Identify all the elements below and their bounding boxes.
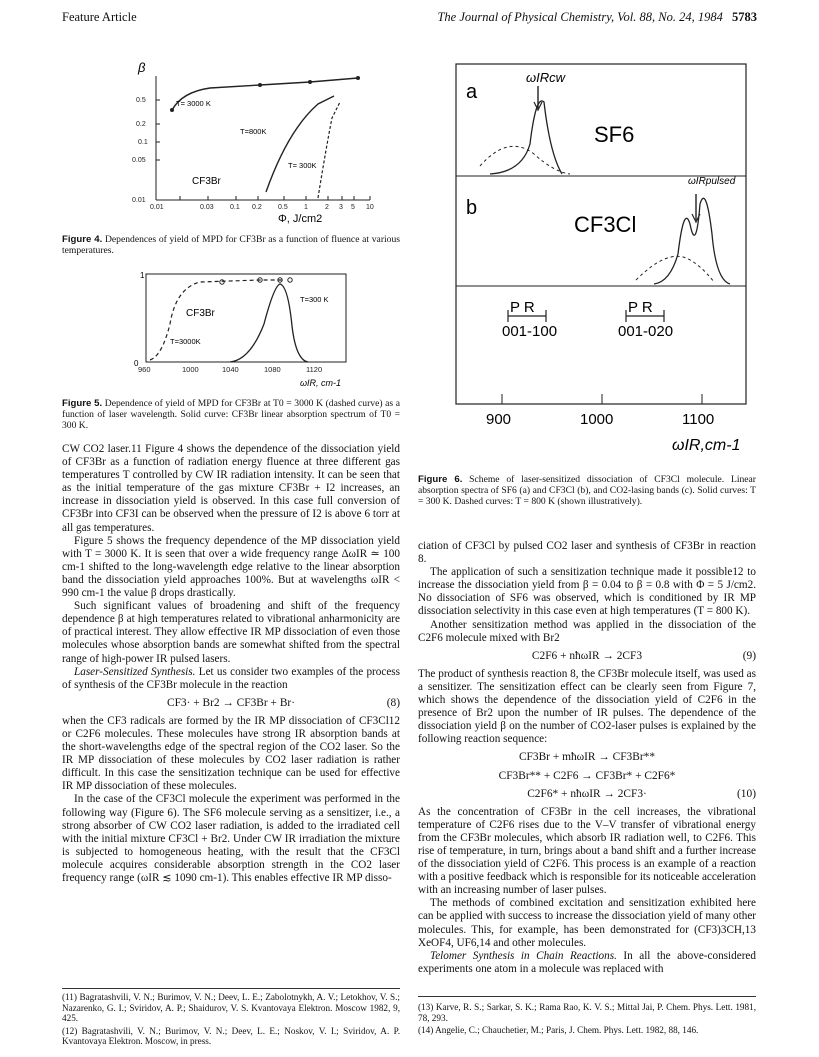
left-paragraph-2: Figure 5 shows the frequency dependence of the MP dissociation yield with T = 3000 K. It is seen that over a wide frequency range ΔωIR ≃ 100 cm-1 shifted to the long-wavelength edge relative to the linear absorption band the dissociation yield approaches 100%. But at wavelengths ωIR < 990 cm-1 the value β drops drastically. — [62, 534, 400, 600]
fig4-molecule-label: CF3Br — [192, 176, 221, 187]
fig5-label-300k: T=300 K — [300, 295, 329, 304]
fig4-curve-300k — [318, 102, 340, 198]
right-paragraph-6: The methods of combined excitation and sensitization exhibited here can be applied with success to increase the dissociation yield of many other molecules. This, for example, has been demonstrated for (CF3)3CH,13 XeOF4, UF6,14 and other molecules. — [418, 897, 757, 949]
fig6-curve-cf3cl-300k — [654, 198, 730, 284]
running-header-left: Feature Article — [62, 10, 137, 24]
fig4-label-800k: T=800K — [240, 127, 267, 136]
footnote-rule-right — [418, 996, 756, 997]
figure-6-caption-label: Figure 6. — [418, 474, 463, 485]
fig5-curve-300k — [230, 284, 308, 362]
page-number: 5783 — [732, 10, 757, 24]
fig5-frame — [146, 274, 346, 362]
left-paragraph-5: when the CF3 radicals are formed by the IR MP dissociation of CF3Cl12 or C2F6 molecules. These molecules have strong IR absorption bands at the short-wavelengths edge of the spectral region of the CO2 laser. So the IR MP dissociation of these molecules by CO2 laser radiation is rather difficult. In this case the sensitization technique can be used for effective IR MP dissociation of these molecules. — [62, 714, 400, 793]
figure-4-caption-text: Dependences of yield of MPD for CF3Br as a function of fluence at various temperatures. — [62, 234, 401, 257]
fig4-xtick-9: 10 — [366, 204, 374, 211]
fig6-curve-cf3cl-800k — [636, 256, 714, 282]
journal-citation: The Journal of Physical Chemistry, Vol. 88, No. 24, 1984 — [437, 10, 723, 24]
figure-6-plot — [450, 54, 750, 459]
figure-5-caption-text: Dependence of yield of MPD for CF3Br at T0 = 3000 K (dashed curve) as a function of laser wavelength. Solid curve: CF3Br linear absorption spectrum of T0 = 300 K. — [62, 398, 400, 432]
fig4-ytick-3: 0.05 — [132, 157, 146, 164]
section-heading-laser-sensitized: Laser-Sensitized Synthesis. — [74, 665, 196, 678]
fig6-panel-a: a — [466, 81, 478, 103]
equation-10c — [418, 788, 756, 801]
figure-5-plot — [110, 264, 370, 390]
figure-6-caption-text: Scheme of laser-sensitized dissociation of CF3Cl molecule. Linear absorption spectra of SF6 (a) and CF3Cl (b), and CO2-lasing bands (c). Solid curves: T = 300 K. Dashed curves: T = 800 K (shown illustratively). — [418, 474, 757, 508]
fig5-x-axis-label: ωIR, cm-1 — [300, 378, 342, 388]
right-paragraph-2: The application of such a sensitization technique made it possible12 to increase the dissociation yield from β = 0.04 to β = 0.8 with Φ = 5 J/cm2. No dissociation of SF6 was observed, which is conditioned by IR MP dissociation selectivity in this case even at high temperatures (T = 800 K). — [418, 566, 756, 618]
equation-9 — [418, 650, 756, 663]
footnote-11: (11) Bagratashvili, V. N.; Burimov, V. N.; Deev, L. E.; Zabolotnykh, A. V.; Letokhov, V. S.; Nazarenko, G. I.; Sviridov, A. P.; Shaidurov, V. S. Kvantovaya Elektron. Moscow 1982, 9, 425. — [62, 992, 400, 1024]
fig4-ytick-2: 0.1 — [138, 139, 148, 146]
fig6-omega-cw: ωIRcw — [526, 70, 566, 85]
left-paragraph-4 — [62, 666, 400, 692]
footnote-12: (12) Bagratashvili, V. N.; Burimov, V. N.; Deev, L. E.; Noskov, V. I.; Sviridov, A. P. Kvantovaya Elektron. Moscow, in press. — [62, 1025, 400, 1047]
fig4-xtick-0: 0.01 — [150, 204, 164, 211]
right-paragraph-7 — [418, 950, 756, 976]
figure-6-caption — [418, 474, 756, 508]
right-paragraph-3: Another sensitization method was applied in the dissociation of the C2F6 molecule mixed with Br2 — [418, 618, 756, 644]
footnote-13: (13) Karve, R. S.; Sarkar, S. K.; Rama Rao, K. V. S.; Mittal Jai, P. Chem. Phys. Lett. 1981, 78, 293. — [418, 1002, 756, 1023]
fig6-xtick-0: 900 — [486, 411, 512, 428]
fig6-band2-sub: 001-020 — [618, 323, 674, 340]
fig5-xtick-3: 1080 — [264, 365, 281, 374]
section-heading-telomer: Telomer Synthesis in Chain Reactions. — [430, 949, 617, 962]
right-paragraph-1: ciation of CF3Cl by pulsed CO2 laser and synthesis of CF3Br in reaction 8. — [418, 540, 756, 566]
right-paragraph-4: The product of synthesis reaction 8, the CF3Br molecule itself, was used as a sensitizer. The sensitization effect can be clearly seen from Figure 7, which shows the dependence of the dissociation yield of C2F6 in the presence of Br2 upon the number of IR pulses. The dependence of the dissociation yield β on the number of CO2-laser pulses is explained by the following reaction sequence: — [418, 667, 756, 746]
fig4-ytick-4: 0.01 — [132, 197, 146, 204]
figure-5 — [110, 264, 370, 390]
fig4-ytick-1: 0.2 — [136, 121, 146, 128]
fig5-ytick-bottom: 0 — [134, 359, 139, 368]
fig6-band2-pr: P R — [628, 299, 653, 316]
equation-10a — [418, 751, 756, 764]
figure-5-caption — [62, 398, 400, 432]
fig4-xtick-5: 1 — [304, 204, 308, 211]
fig5-molecule-label: CF3Br — [186, 308, 215, 319]
figure-4 — [120, 58, 380, 226]
fig5-label-3000k: T=3000K — [170, 337, 201, 346]
fig6-xtick-2: 1100 — [682, 411, 715, 428]
equation-10a-body: CF3Br + mħωIR → CF3Br** — [518, 751, 656, 764]
fig4-xtick-6: 2 — [325, 204, 329, 211]
figure-6 — [450, 54, 750, 459]
fig5-xtick-0: 960 — [138, 365, 151, 374]
fig6-xtick-1: 1000 — [580, 411, 614, 428]
footnotes-right — [418, 1002, 756, 1038]
equation-8-number: (8) — [386, 696, 400, 709]
left-paragraph-6: In the case of the CF3Cl molecule the experiment was performed in the following way (Figure 6). The SF6 molecule serving as a sensitizer, i.e., a strong absorber of CW CO2 laser radiation, is added to the irradiated cell with the initial mixture CF3Cl + Br2. Under CW IR irradiation the mixture is subjected to homogeneous heating, with the result that the CF3Cl molecule acquires considerable absorption strength in the CO2 laser frequency range (ωIR ≲ 1090 cm-1). This enables effective IR MP disso- — [62, 793, 400, 884]
left-paragraph-4-text: Let us consider two examples of the process of synthesis of the CF3Br molecule in the reaction — [62, 665, 401, 691]
right-paragraph-5: As the concentration of CF3Br in the cell increases, the vibrational temperature of C2F6 rises due to the V–V transfer of vibrational energy from the CF3Br molecules, which absorb IR radiation well, to C2F6. This rise of temperature, in turn, brings about a band shift and a further increase of the dissociation yield of C2F6. This process is an example of a reaction with a positive feedback which is responsible for its noticeable acceleration with an increasing number of laser pulses. — [418, 805, 756, 897]
fig4-xtick-2: 0.1 — [230, 204, 240, 211]
footnote-rule-left — [62, 988, 400, 989]
fig5-xtick-4: 1120 — [306, 365, 323, 374]
equation-10-number: (10) — [737, 787, 756, 800]
equation-8 — [62, 697, 400, 710]
fig6-label-cf3cl: CF3Cl — [574, 212, 637, 237]
fig6-curve-sf6-300k — [490, 101, 562, 174]
fig4-ytick-0: 0.5 — [136, 97, 146, 104]
fig4-xtick-3: 0.2 — [252, 204, 262, 211]
equation-9-body: C2F6 + nħωIR → 2CF3 — [531, 649, 643, 662]
fig6-band1-pr: P R — [510, 299, 535, 316]
equation-9-number: (9) — [742, 649, 756, 662]
fig4-curve-800k — [266, 96, 334, 192]
fig4-xtick-4: 0.5 — [278, 204, 288, 211]
fig4-xtick-8: 5 — [351, 204, 355, 211]
left-paragraph-3: Such significant values of broadening and shift of the frequency dependence β at high temperatures related to vibrational anharmonicity are of practical interest. They allow effective IR MP dissociation of even those molecules whose absorption bands are somewhat shifted from the spectral range of high-power IR pulsed lasers. — [62, 600, 400, 665]
footnotes-left — [62, 992, 400, 1049]
fig5-curve-3000k — [150, 280, 284, 360]
fig6-omega-pulsed: ωIRpulsed — [688, 176, 736, 187]
footnote-14: (14) Angelie, C.; Chauchetier, M.; Paris, J. Chem. Phys. Lett. 1982, 88, 146. — [418, 1025, 699, 1036]
figure-4-caption — [62, 234, 400, 256]
right-column-body — [418, 540, 756, 976]
fig4-label-3000k: T= 3000 K — [176, 99, 211, 108]
fig5-xtick-1: 1000 — [182, 365, 199, 374]
left-paragraph-1: CW CO2 laser.11 Figure 4 shows the dependence of the dissociation yield of CF3Br as a function of radiation energy fluence at three different gas temperatures T controlled by CW IR radiation intensity. It can be seen that as the initial temperature of the gas mixture CF3Br + I2 increases, an increase in dissociation yield is observed. In this case full conversion of CF3Br into CF3I can be observed when the pressure of I2 is above 6 torr at all gas temperatures. — [62, 443, 400, 534]
right-paragraph-7-text: In all the above-considered experiments one atom in a molecule was replaced with — [418, 949, 756, 975]
fig5-xtick-2: 1040 — [222, 365, 239, 374]
figure-4-caption-label: Figure 4. — [62, 234, 103, 245]
fig6-panel-b: b — [466, 197, 478, 219]
fig5-ytick-top: 1 — [140, 271, 145, 280]
fig4-label-300k: T= 300K — [288, 161, 317, 170]
left-column-body — [62, 443, 400, 885]
fig4-xtick-1: 0.03 — [200, 204, 214, 211]
equation-8-body: CF3· + Br2 → CF3Br + Br· — [166, 696, 296, 709]
figure-5-caption-label: Figure 5. — [62, 398, 103, 409]
equation-10b — [418, 770, 756, 783]
equation-10c-body: C2F6* + nħωIR → 2CF3· — [527, 787, 647, 800]
fig6-x-axis-label: ωIR,cm-1 — [672, 437, 741, 454]
equation-10b-body: CF3Br** + C2F6 → CF3Br* + C2F6* — [498, 769, 676, 782]
figure-4-plot — [120, 58, 380, 226]
fig4-y-axis-label: β — [138, 60, 146, 75]
fig4-xtick-7: 3 — [339, 204, 343, 211]
fig6-curve-sf6-800k — [480, 146, 570, 174]
fig6-band1-sub: 001-100 — [502, 323, 558, 340]
fig6-label-sf6: SF6 — [594, 122, 635, 147]
fig4-x-axis-label: Φ, J/cm2 — [278, 213, 323, 225]
running-header-journal — [437, 10, 757, 25]
